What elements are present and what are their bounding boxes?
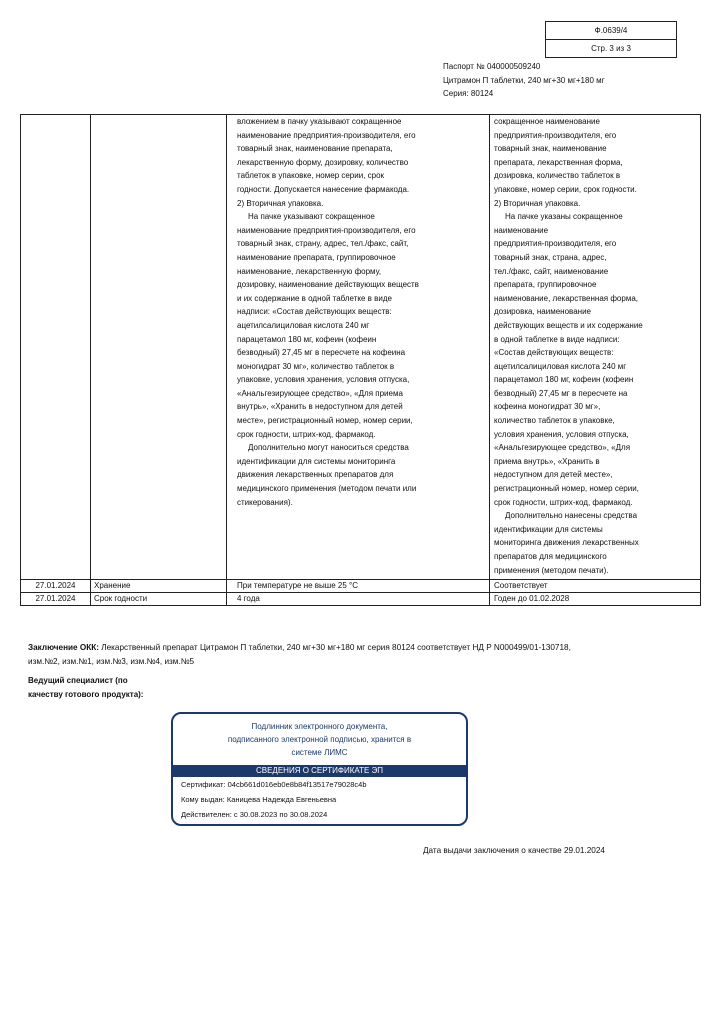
text-line: идентификации для системы bbox=[494, 524, 603, 534]
row-parameter: Срок годности bbox=[91, 593, 227, 606]
text-line: парацетамол 180 мг, кофеин (кофеин bbox=[237, 334, 377, 344]
text-line: безводный) 27,45 мг в пересчете на кофеина bbox=[237, 348, 406, 358]
test-results-table bbox=[20, 114, 701, 606]
page-number: Стр. 3 из 3 bbox=[546, 39, 676, 57]
text-line: идентификации для системы мониторинга bbox=[237, 456, 396, 466]
text-line: товарный знак, страна, адрес, bbox=[494, 252, 607, 262]
text-line: кофеина моногидрат 30 мг», bbox=[494, 402, 601, 412]
conclusion bbox=[28, 641, 588, 669]
text-line: наименование, лекарственную форму, bbox=[237, 266, 382, 276]
lead-specialist-label: Ведущий специалист (по качеству готового продукта): bbox=[28, 676, 144, 699]
text-line: мониторинга движения лекарственных bbox=[494, 538, 639, 548]
row-parameter: Хранение bbox=[91, 580, 227, 593]
text-line: парацетамол 180 мг, кофеин (кофеин bbox=[494, 375, 634, 385]
row-result: Годен до 01.02.2028 bbox=[490, 593, 701, 606]
text-line: лекарственную форму, дозировку, количество bbox=[237, 157, 409, 167]
text-line: 2) Вторичная упаковка. bbox=[237, 198, 324, 208]
text-line: На пачке указывают сокращенное bbox=[248, 212, 375, 222]
text-line: На пачке указаны сокращенное bbox=[505, 212, 623, 222]
electronic-signature-stamp bbox=[171, 712, 468, 826]
requirement-cell bbox=[227, 115, 490, 580]
text-line: препарата, лекарственная форма, bbox=[494, 157, 623, 167]
text-line: регистрационный номер, номер серии, bbox=[494, 484, 639, 494]
row-date: 27.01.2024 bbox=[21, 580, 91, 593]
table-row bbox=[21, 580, 701, 593]
text-line: движения лекарственных препаратов для bbox=[237, 470, 394, 480]
text-line: вложением в пачку указывают сокращенное bbox=[237, 117, 402, 126]
text-line: срок годности, штрих-код, фармакод. bbox=[237, 429, 376, 439]
text-line: приема внутрь», «Хранить в bbox=[494, 456, 600, 466]
date-cell bbox=[21, 115, 91, 580]
text-line: наименование bbox=[494, 225, 549, 235]
text-line: Дополнительно могут наноситься средства bbox=[248, 443, 409, 453]
text-line: наименование предприятия-производителя, его bbox=[237, 225, 416, 235]
stamp-certificate-bar: СВЕДЕНИЯ О СЕРТИФИКАТЕ ЭП bbox=[173, 765, 466, 777]
text-line: и их содержание в одной таблетке в виде bbox=[237, 293, 392, 303]
text-line: месте», регистрационный номер, номер серии, bbox=[237, 416, 413, 426]
row-requirement: При температуре не выше 25 °С bbox=[227, 580, 490, 593]
text-line: срок годности, штрих-код, фармакод. bbox=[494, 497, 633, 507]
text-line: «Анальгезирующее средство», «Для bbox=[494, 443, 631, 453]
row-requirement: 4 года bbox=[227, 593, 490, 606]
text-line: ацетилсалициловая кислота 240 мг bbox=[494, 361, 627, 371]
passport-number: Паспорт № 040000509240 bbox=[443, 62, 541, 71]
text-line: предприятия-производителя, его bbox=[494, 239, 617, 249]
text-line: товарный знак, наименование bbox=[494, 144, 607, 154]
result-text bbox=[494, 115, 697, 577]
conclusion-label: Заключение ОКК: bbox=[28, 643, 99, 652]
text-line: товарный знак, наименование препарата, bbox=[237, 144, 393, 154]
row-date: 27.01.2024 bbox=[21, 593, 91, 606]
text-line: сокращенное наименование bbox=[494, 117, 600, 126]
text-line: стикерования). bbox=[237, 497, 293, 507]
form-code: Ф.0639/4 bbox=[594, 26, 628, 35]
text-line: упаковке, условия хранения, условия отпуска, bbox=[237, 375, 410, 385]
passport-block bbox=[443, 60, 605, 101]
text-line: надписи: «Состав действующих веществ: bbox=[237, 307, 392, 317]
text-line: безводный) 27,45 мг в пересчете на bbox=[494, 388, 628, 398]
table-row bbox=[21, 115, 701, 580]
parameter-cell bbox=[91, 115, 227, 580]
text-line: внутрь», «Хранить в недоступном для детей bbox=[237, 402, 403, 412]
text-line: наименование предприятия-производителя, его bbox=[237, 130, 416, 140]
stamp-certificate: Сертификат: 04cb661d016eb0e8b84f13517e79028c4b bbox=[181, 780, 367, 789]
requirement-text bbox=[237, 115, 486, 509]
text-line: условия хранения, условия отпуска, bbox=[494, 429, 629, 439]
text-line: недоступном для детей месте», bbox=[494, 470, 613, 480]
text-line: медицинского применения (методом печати или bbox=[237, 484, 417, 494]
text-line: таблеток в упаковке, номер серии, срок bbox=[237, 171, 385, 181]
text-line: годности. Допускается нанесение фармакода. bbox=[237, 184, 410, 194]
stamp-heading bbox=[173, 714, 466, 759]
text-line: «Состав действующих веществ: bbox=[494, 348, 614, 358]
text-line: Дополнительно нанесены средства bbox=[505, 511, 638, 521]
stamp-text-1: Подлинник электронного документа, bbox=[251, 722, 388, 731]
conclusion-text: Лекарственный препарат Цитрамон П таблетки, 240 мг+30 мг+180 мг серия 80124 соответствует НД Р N000499/01-130718, изм.№2, изм.№1, изм.№3, изм.№4, изм.№5 bbox=[28, 643, 571, 666]
issue-date: Дата выдачи заключения о качестве 29.01.2024 bbox=[423, 846, 605, 855]
text-line: количество таблеток в упаковке, bbox=[494, 416, 615, 426]
stamp-text-3: системе ЛИМС bbox=[291, 748, 348, 757]
text-line: наименование препарата, группировочное bbox=[237, 252, 396, 262]
text-line: препаратов для медицинского bbox=[494, 552, 607, 561]
stamp-issued-to: Кому выдан: Каницева Надежда Евгеньевна bbox=[181, 795, 337, 804]
text-line: препарата, группировочное bbox=[494, 280, 597, 290]
stamp-validity: Действителен: с 30.08.2023 по 30.08.2024 bbox=[181, 810, 328, 819]
text-line: дозировка, наименование bbox=[494, 307, 591, 317]
text-line: ацетилсалициловая кислота 240 мг bbox=[237, 320, 370, 330]
product-name: Цитрамон П таблетки, 240 мг+30 мг+180 мг bbox=[443, 75, 605, 85]
table-row bbox=[21, 593, 701, 606]
text-line: применения (методом печати). bbox=[494, 565, 609, 575]
text-line: дозировка, количество таблеток в bbox=[494, 171, 621, 181]
text-line: упаковке, номер серии, срок годности. bbox=[494, 184, 637, 194]
row-result: Соответствует bbox=[490, 580, 701, 593]
text-line: действующих веществ и их содержание bbox=[494, 320, 643, 330]
text-line: наименование, лекарственная форма, bbox=[494, 293, 638, 303]
form-code-box bbox=[545, 21, 677, 58]
stamp-text-2: подписанного электронной подписью, хранится в bbox=[227, 735, 412, 744]
text-line: товарный знак, страну, адрес, тел./факс, сайт, bbox=[237, 239, 409, 249]
text-line: в одной таблетке в виде надписи: bbox=[494, 334, 620, 344]
text-line: «Анальгезирующее средство», «Для приема bbox=[237, 388, 403, 398]
result-cell bbox=[490, 115, 701, 580]
text-line: тел./факс, сайт, наименование bbox=[494, 266, 609, 276]
text-line: моногидрат 30 мг», количество таблеток в bbox=[237, 361, 395, 371]
text-line: 2) Вторичная упаковка. bbox=[494, 198, 581, 208]
text-line: дозировку, наименование действующих веществ bbox=[237, 280, 419, 290]
text-line: предприятия-производителя, его bbox=[494, 130, 617, 140]
series-number: Серия: 80124 bbox=[443, 89, 494, 98]
